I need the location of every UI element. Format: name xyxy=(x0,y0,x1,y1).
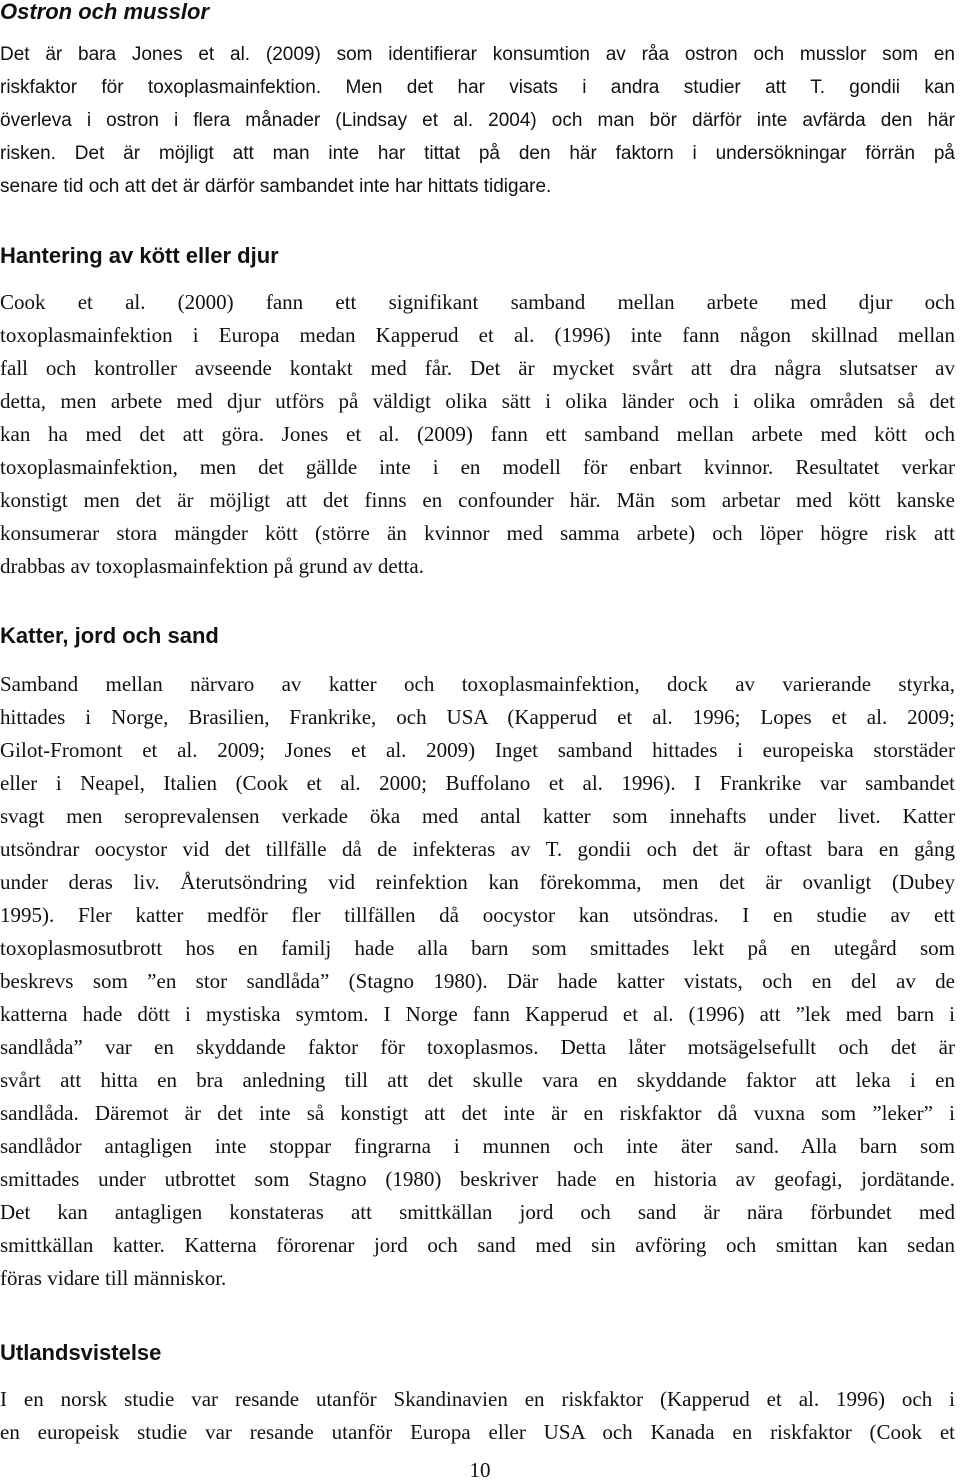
text-line: I en norsk studie var resande utanför Skandinavien en riskfaktor (Kapperud et al. 1996) och i xyxy=(0,1387,955,1411)
paragraph-cats xyxy=(0,668,955,1295)
text-line: en europeisk studie var resande utanför Europa eller USA och Kanada en riskfaktor (Cook et xyxy=(0,1420,955,1444)
section-heading-travel: Utlandsvistelse xyxy=(0,1340,162,1365)
section-heading-cats: Katter, jord och sand xyxy=(0,623,219,648)
text-line: Gilot-Fromont et al. 2009; Jones et al. 2009) Inget samband hittades i europeiska storstäder xyxy=(0,738,955,762)
text-line: risken. Det är möjligt att man inte har tittat på den här faktorn i undersökningar förrän på xyxy=(0,143,955,164)
paragraph-meat xyxy=(0,286,955,583)
text-line: Cook et al. (2000) fann ett signifikant samband mellan arbete med djur och xyxy=(0,290,955,314)
text-line: utsöndrar oocystor vid det tillfälle då de infekteras av T. gondii och det är oftast bara en gång xyxy=(0,837,955,861)
text-line: sandlådor antagligen inte stoppar fingrarna i munnen och inte äter sand. Alla barn som xyxy=(0,1134,955,1158)
page-number: 10 xyxy=(469,1458,491,1482)
text-line: beskrevs som ”en stor sandlåda” (Stagno 1980). Där hade katter vistats, och en del av de xyxy=(0,969,955,993)
section-heading-oysters: Ostron och musslor xyxy=(0,0,210,24)
text-line: senare tid och att det är därför sambandet inte har hittats tidigare. xyxy=(0,176,552,197)
text-line: svårt att hitta en bra anledning till att det skulle vara en skyddande faktor att leka i en xyxy=(0,1068,955,1092)
text-line: detta, men arbete med djur utförs på väldigt olika sätt i olika länder och i olika områden så det xyxy=(0,389,955,413)
text-line: toxoplasmainfektion, men det gällde inte i en modell för enbart kvinnor. Resultatet verkar xyxy=(0,455,955,479)
text-line: 1995). Fler katter medför fler tillfällen då oocystor kan utsöndras. I en studie av ett xyxy=(0,903,955,927)
text-line: sandlåda. Däremot är det inte så konstigt att det inte är en riskfaktor då vuxna som ”leker” i xyxy=(0,1101,955,1125)
text-line: Det är bara Jones et al. (2009) som identifierar konsumtion av råa ostron och musslor som en xyxy=(0,44,955,65)
text-line: under deras liv. Återutsöndring vid reinfektion kan förekomma, men det är ovanligt (Dubey xyxy=(0,870,955,894)
text-line: konsumerar stora mängder kött (större än kvinnor med samma arbete) och löper högre risk att xyxy=(0,521,955,545)
text-line: smittades under utbrottet som Stagno (1980) beskriver hade en historia av geofagi, jordätande. xyxy=(0,1167,955,1191)
text-line: hittades i Norge, Brasilien, Frankrike, och USA (Kapperud et al. 1996; Lopes et al. 2009; xyxy=(0,705,955,729)
text-line: konstigt men det är möjligt att det finns en confounder här. Män som arbetar med kött kanske xyxy=(0,488,955,512)
text-line: riskfaktor för toxoplasmainfektion. Men det har visats i andra studier att T. gondii kan xyxy=(0,77,955,98)
text-line: överleva i ostron i flera månader (Lindsay et al. 2004) och man bör därför inte avfärda den här xyxy=(0,110,955,131)
text-line: toxoplasmainfektion i Europa medan Kapperud et al. (1996) inte fann någon skillnad mellan xyxy=(0,323,955,347)
text-line: drabbas av toxoplasmainfektion på grund av detta. xyxy=(0,554,424,578)
text-line: smittkällan katter. Katterna förorenar jord och sand med sin avföring och smittan kan sedan xyxy=(0,1233,955,1257)
paragraph-oysters xyxy=(0,38,955,203)
section-heading-meat: Hantering av kött eller djur xyxy=(0,243,279,268)
text-line: fall och kontroller avseende kontakt med får. Det är mycket svårt att dra några slutsatser av xyxy=(0,356,955,380)
text-line: föras vidare till människor. xyxy=(0,1266,227,1290)
text-line: katterna hade dött i mystiska symtom. I Norge fann Kapperud et al. (1996) att ”lek med barn i xyxy=(0,1002,955,1026)
text-line: Det kan antagligen konstateras att smittkällan jord och sand är nära förbundet med xyxy=(0,1200,955,1224)
text-line: sandlåda” var en skyddande faktor för toxoplasmos. Detta låter motsägelsefullt och det är xyxy=(0,1035,955,1059)
text-line: kan ha med det att göra. Jones et al. (2009) fann ett samband mellan arbete med kött och xyxy=(0,422,955,446)
paragraph-travel xyxy=(0,1383,955,1449)
text-line: toxoplasmosutbrott hos en familj hade alla barn som smittades lekt på en utegård som xyxy=(0,936,955,960)
text-line: Samband mellan närvaro av katter och toxoplasmainfektion, dock av varierande styrka, xyxy=(0,672,955,696)
text-line: eller i Neapel, Italien (Cook et al. 2000; Buffolano et al. 1996). I Frankrike var sambandet xyxy=(0,771,955,795)
text-line: svagt men seroprevalensen verkade öka med antal katter som innehafts under livet. Katter xyxy=(0,804,955,828)
